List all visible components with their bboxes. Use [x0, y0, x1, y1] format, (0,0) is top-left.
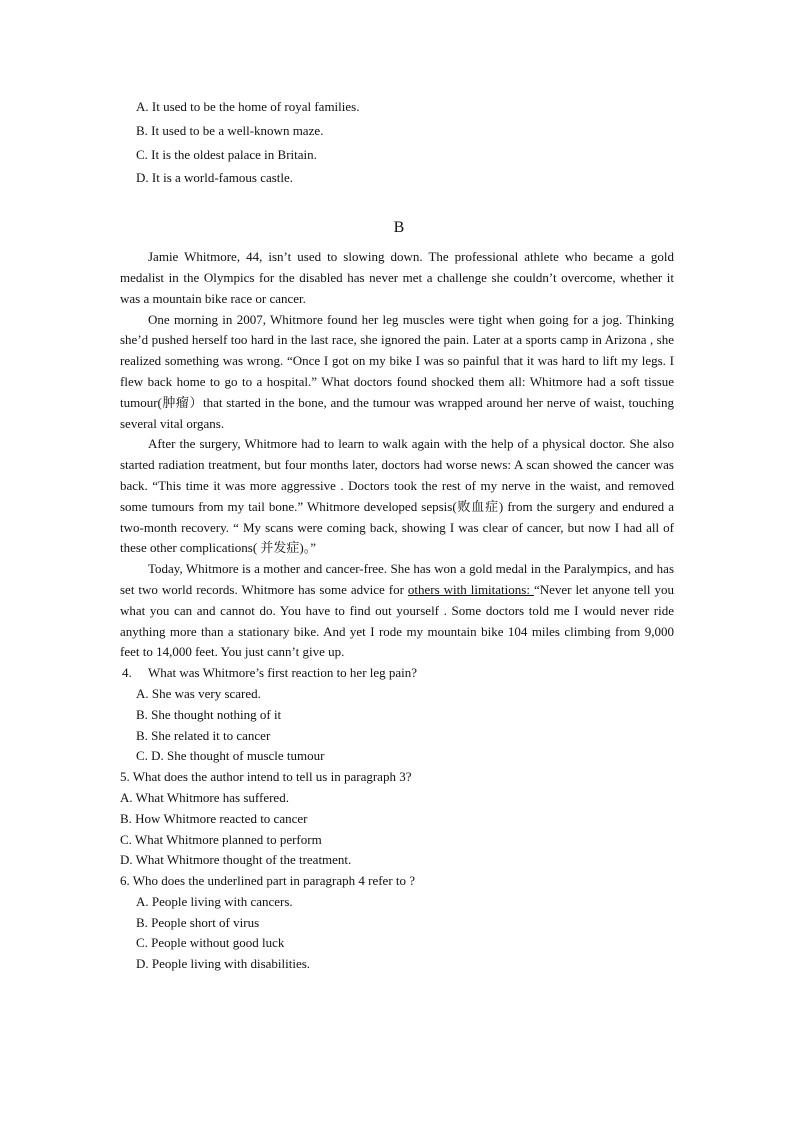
q5-option-b: B. How Whitmore reacted to cancer — [120, 810, 308, 826]
q4-option-a: A. She was very scared. — [136, 685, 261, 701]
q5-option-a: A. What Whitmore has suffered. — [120, 789, 289, 805]
passage-paragraph-4 — [120, 559, 674, 663]
option-a: A. It used to be the home of royal families. — [136, 99, 360, 114]
q4-option-b: B. She thought nothing of it — [136, 706, 282, 722]
q4-option-b2: B. She related it to cancer — [136, 727, 271, 743]
question-4-number: 4. — [122, 665, 132, 681]
underlined-phrase: others with limitations: — [407, 581, 534, 597]
q5-option-d: D. What Whitmore thought of the treatment. — [120, 852, 352, 868]
q6-option-c: C. People without good luck — [136, 935, 285, 951]
q6-option-d: D. People living with disabilities. — [136, 956, 311, 972]
exam-page — [120, 97, 674, 975]
section-title: B — [393, 219, 405, 237]
question-5-stem: 5. What does the author intend to tell us in paragraph 3? — [120, 769, 412, 785]
passage-paragraph-3: After the surgery, Whitmore had to learn to walk again with the help of a physical doctor. She also started radiation treatment, but four months later, doctors had worse news: A scan showed the cancer was back. “This time it was more aggressive . Doctors took the rest of my nerve in the waist, and removed some tumours from my tail bone.” Whitmore developed sepsis(败血症) from the surgery and endured a two-month recovery. “ My scans were coming back, showing I was clear of cancer, but now I had all of these other complications( 并发症)。” — [120, 436, 674, 556]
question-6-stem: 6. Who does the underlined part in paragraph 4 refer to ? — [120, 873, 416, 889]
question-4-text: What was Whitmore’s first reaction to her leg pain? — [148, 665, 418, 681]
q4-option-c: C. D. She thought of muscle tumour — [136, 748, 325, 764]
paragraph-4-text-start: Today, Whitmore is a mother and cancer-free. She has won a gold medal in the Paralympics, and has set two world records. Whitmore has some advice for — [120, 561, 674, 597]
question-3-options — [120, 97, 674, 189]
question-4 — [120, 663, 674, 767]
question-4-stem — [120, 663, 674, 684]
paragraph-4-text-end: “Never let anyone tell you what you can and cannot do. You have to find out yourself . Some doctors told me I would never ride anything more than a stationary bike. And yet I rode my mountain bike 104 miles climbing from 9,000 feet to 14,000 feet. You just cann’t give up. — [120, 581, 675, 660]
option-b: B. It used to be a well-known maze. — [136, 122, 324, 138]
question-6 — [120, 871, 674, 975]
option-c: C. It is the oldest palace in Britain. — [136, 146, 317, 162]
passage-paragraph-2: One morning in 2007, Whitmore found her leg muscles were tight when going for a jog. Thinking she’d pushed herself too hard in the last race, she ignored the pain. Later at a sports camp in Arizona , she realized something was wrong. “Once I got on my bike I was so painful that it was hard to lift my legs. I flew back home to go to a hospital.” What doctors found shocked them all: Whitmore had a soft tissue tumour(肿瘤）that started in the bone, and the tumour was wrapped around her nerve of waist, touching several vital organs. — [120, 311, 674, 431]
option-d: D. It is a world-famous castle. — [136, 170, 294, 186]
q6-option-a: A. People living with cancers. — [136, 893, 293, 909]
question-5 — [120, 767, 674, 871]
passage-paragraph-1: Jamie Whitmore, 44, isn’t used to slowing down. The professional athlete who became a gold medalist in the Olympics for the disabled has never met a challenge she couldn’t overcome, whether it was a mountain bike race or cancer. — [120, 249, 674, 306]
reading-passage — [120, 247, 674, 663]
q6-option-b: B. People short of virus — [136, 914, 260, 930]
q5-option-c: C. What Whitmore planned to perform — [120, 831, 322, 847]
